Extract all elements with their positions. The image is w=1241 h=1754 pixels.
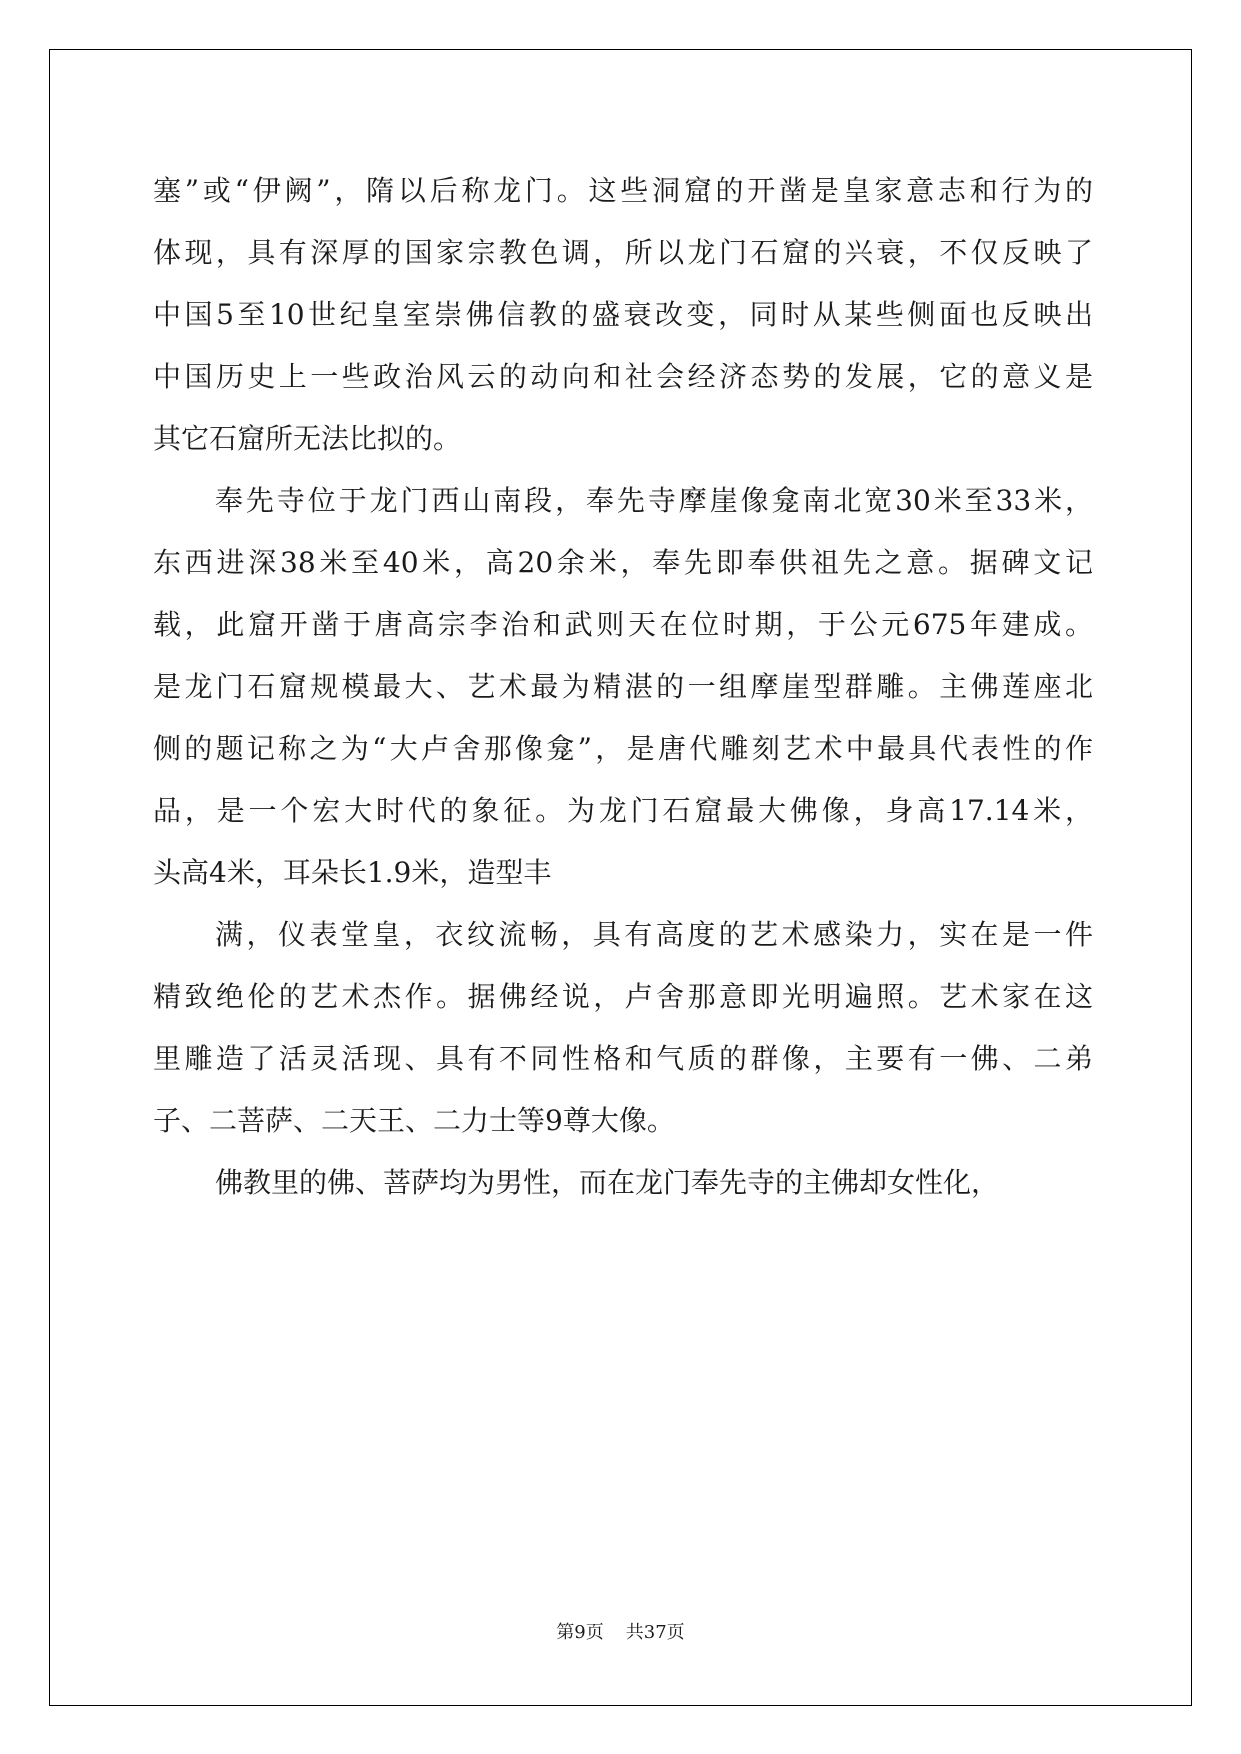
text-line: 子、二菩萨、二天王、二力士等9尊大像。 bbox=[153, 1104, 675, 1137]
text-line: 满，仪表堂皇，衣纹流畅，具有高度的艺术感染力，实在是一件 bbox=[215, 918, 1093, 951]
document-body bbox=[153, 160, 1093, 1214]
page-total: 共37页 bbox=[625, 1622, 685, 1643]
text-line: 东西进深38米至40米，高20余米，奉先即奉供祖先之意。据碑文记 bbox=[153, 546, 1093, 579]
text-line: 里雕造了活灵活现、具有不同性格和气质的群像，主要有一佛、二弟 bbox=[153, 1042, 1093, 1075]
text-line: 精致绝伦的艺术杰作。据佛经说，卢舍那意即光明遍照。艺术家在这 bbox=[153, 980, 1093, 1013]
text-line: 头高4米，耳朵长1.9米，造型丰 bbox=[153, 856, 552, 889]
text-line: 侧的题记称之为“大卢舍那像龛”，是唐代雕刻艺术中最具代表性的作 bbox=[153, 732, 1093, 765]
page-number: 第9页 bbox=[556, 1622, 604, 1643]
text-line: 中国历史上一些政治风云的动向和社会经济态势的发展，它的意义是 bbox=[153, 360, 1093, 393]
text-line: 奉先寺位于龙门西山南段，奉先寺摩崖像龛南北宽30米至33米， bbox=[215, 484, 1093, 517]
page-footer bbox=[0, 1618, 1241, 1644]
text-line: 载，此窟开凿于唐高宗李治和武则天在位时期，于公元675年建成。 bbox=[153, 608, 1093, 641]
text-line: 其它石窟所无法比拟的。 bbox=[153, 422, 462, 455]
text-line: 品，是一个宏大时代的象征。为龙门石窟最大佛像，身高17.14米， bbox=[153, 794, 1093, 827]
text-line: 是龙门石窟规模最大、艺术最为精湛的一组摩崖型群雕。主佛莲座北 bbox=[153, 670, 1093, 703]
text-line: 塞”或“伊阙”，隋以后称龙门。这些洞窟的开凿是皇家意志和行为的 bbox=[153, 174, 1093, 207]
text-line: 佛教里的佛、菩萨均为男性，而在龙门奉先寺的主佛却女性化， bbox=[215, 1166, 1000, 1199]
text-line: 体现，具有深厚的国家宗教色调，所以龙门石窟的兴衰，不仅反映了 bbox=[153, 236, 1093, 269]
text-line: 中国5至10世纪皇室崇佛信教的盛衰改变，同时从某些侧面也反映出 bbox=[153, 298, 1093, 331]
